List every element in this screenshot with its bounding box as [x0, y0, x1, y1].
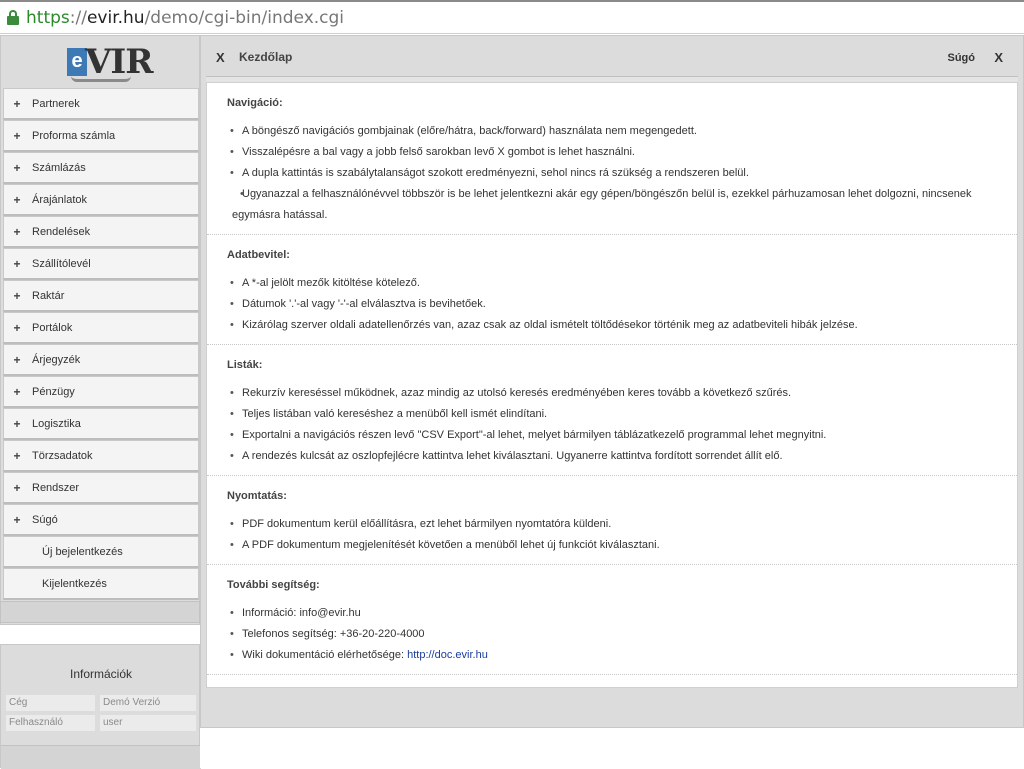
main-menu	[3, 88, 199, 600]
menu-item[interactable]	[3, 408, 199, 440]
list-item: • Telefonos segítség: +36-20-220-4000	[227, 624, 997, 645]
evir-logo[interactable]: e VIR	[67, 42, 137, 86]
plus-icon: +	[13, 192, 21, 207]
section-data-entry	[207, 235, 1017, 345]
plus-icon: +	[13, 320, 21, 335]
sidebar-menu-panel	[0, 35, 200, 625]
info-key: Felhasználó	[6, 715, 95, 731]
menu-item[interactable]	[3, 120, 199, 152]
menu-item-label: Árajánlatok	[32, 193, 88, 206]
list-item: • A rendezés kulcsát az oszlopfejlécre kattintva lehet kiválasztani. Ugyanerre kattintva fordított sorrendet állít elő.	[227, 446, 997, 467]
plus-icon: +	[13, 352, 21, 367]
sidebar-spacer	[0, 601, 200, 623]
submenu-item-label: Kijelentkezés	[42, 577, 107, 590]
info-panel	[0, 644, 200, 768]
menu-item[interactable]	[3, 248, 199, 280]
submenu-item[interactable]	[3, 568, 199, 600]
info-value: Demó Verzió	[100, 695, 196, 711]
menu-item-label: Raktár	[32, 289, 65, 302]
menu-item-label: Szállítólevél	[32, 257, 91, 270]
section-heading: Adatbevitel:	[227, 249, 290, 261]
lock-icon	[6, 10, 20, 26]
plus-icon: +	[13, 96, 21, 111]
menu-item-label: Partnerek	[32, 97, 80, 110]
menu-item[interactable]	[3, 152, 199, 184]
wiki-link[interactable]: http://doc.evir.hu	[407, 649, 488, 661]
menu-item[interactable]	[3, 216, 199, 248]
list-item: • Kizárólag szerver oldali adatellenőrzés van, azaz csak az oldal ismételt töltődésekor történik meg az adatbeviteli hibák jelzése.	[227, 315, 997, 336]
menu-item[interactable]	[3, 344, 199, 376]
section-heading: Nyomtatás:	[227, 490, 287, 502]
section-heading: További segítség:	[227, 579, 320, 591]
menu-item-label: Törzsadatok	[32, 449, 93, 462]
menu-item[interactable]	[3, 88, 199, 120]
plus-icon: +	[13, 128, 21, 143]
menu-item[interactable]	[3, 440, 199, 472]
menu-item[interactable]	[3, 312, 199, 344]
section-further-help	[207, 565, 1017, 675]
list-item: • Ugyanazzal a felhasználónévvel többször is be lehet jelentkezni akár egy gépen/böngészőn belül is, ezekkel párhuzamosan lehet dolgozni, nincsenek egymásra hatással.	[227, 184, 997, 226]
submenu-item-label: Új bejelentkezés	[42, 545, 123, 558]
close-left-button[interactable]: X	[216, 50, 225, 65]
section-navigation	[207, 83, 1017, 235]
list-item: • Dátumok '.'-al vagy '-'-al elválasztva is bevihetőek.	[227, 294, 997, 315]
menu-item-label: Proforma számla	[32, 129, 116, 142]
plus-icon: +	[13, 512, 21, 527]
plus-icon: +	[13, 416, 21, 431]
info-email: info@evir.hu	[299, 607, 361, 619]
menu-item[interactable]	[3, 184, 199, 216]
submenu-item[interactable]	[3, 536, 199, 568]
info-title: Információk	[69, 667, 133, 681]
menu-item-label: Súgó	[32, 513, 58, 526]
page-title: Kezdőlap	[239, 50, 293, 64]
menu-item-label: Rendszer	[32, 481, 80, 494]
list-item: • Exportalni a navigációs részen levő "CSV Export"-al lehet, melyet bármilyen táblázatkezelő programmal lehet megnyitni.	[227, 425, 997, 446]
list-item: • Teljes listában való kereséshez a menüből kell ismét elindítani.	[227, 404, 997, 425]
close-right-button[interactable]: X	[994, 50, 1003, 65]
menu-item-label: Pénzügy	[32, 385, 75, 398]
menu-item-label: Árjegyzék	[32, 353, 81, 366]
section-heading: Navigáció:	[227, 97, 283, 109]
list-item: • Rekurzív kereséssel működnek, azaz mindig az utolsó keresés eredményében keres tovább a következő szűrés.	[227, 383, 997, 404]
plus-icon: +	[13, 224, 21, 239]
section-printing	[207, 476, 1017, 565]
menu-item-label: Rendelések	[32, 225, 91, 238]
menu-item-label: Portálok	[32, 321, 73, 334]
plus-icon: +	[13, 256, 21, 271]
list-item: • A böngésző navigációs gombjainak (előre/hátra, back/forward) használata nem megengedett.	[227, 121, 997, 142]
list-item: • A dupla kattintás is szabálytalanságot szokott eredményezni, sehol nincs rá szükség a rendszeren belül.	[227, 163, 997, 184]
list-item: • A *-al jelölt mezők kitöltése kötelező.	[227, 273, 997, 294]
menu-item[interactable]	[3, 280, 199, 312]
list-item: • Wiki dokumentáció elérhetősége: http://doc.evir.hu	[227, 645, 997, 666]
menu-item-label: Logisztika	[32, 417, 81, 430]
plus-icon: +	[13, 448, 21, 463]
help-content	[206, 82, 1018, 688]
section-lists	[207, 345, 1017, 476]
list-item: • Visszalépésre a bal vagy a jobb felső sarokban levő X gombot is lehet használni.	[227, 142, 997, 163]
info-key: Cég	[6, 695, 95, 711]
info-row-user	[6, 715, 196, 731]
panel-header	[201, 36, 1023, 76]
main-panel	[200, 35, 1024, 728]
menu-item[interactable]	[3, 472, 199, 504]
help-link[interactable]: Súgó	[947, 52, 975, 64]
list-item: • A PDF dokumentum megjelenítését követően a menüből lehet új funkciót kiválasztani.	[227, 535, 997, 556]
plus-icon: +	[13, 480, 21, 495]
menu-item[interactable]	[3, 376, 199, 408]
url-text[interactable]: https://evir.hu/demo/cgi-bin/index.cgi	[26, 7, 345, 28]
plus-icon: +	[13, 160, 21, 175]
info-row-company	[6, 695, 196, 711]
sidebar	[0, 35, 200, 768]
menu-item-label: Számlázás	[32, 161, 86, 174]
list-item: • Információ: info@evir.hu	[227, 603, 997, 624]
menu-item[interactable]	[3, 504, 199, 536]
info-value: user	[100, 715, 196, 731]
address-bar[interactable]	[0, 0, 1024, 34]
plus-icon: +	[13, 288, 21, 303]
list-item: • PDF dokumentum kerül előállításra, ezt lehet bármilyen nyomtatóra küldeni.	[227, 514, 997, 535]
section-heading: Listák:	[227, 359, 263, 371]
plus-icon: +	[13, 384, 21, 399]
